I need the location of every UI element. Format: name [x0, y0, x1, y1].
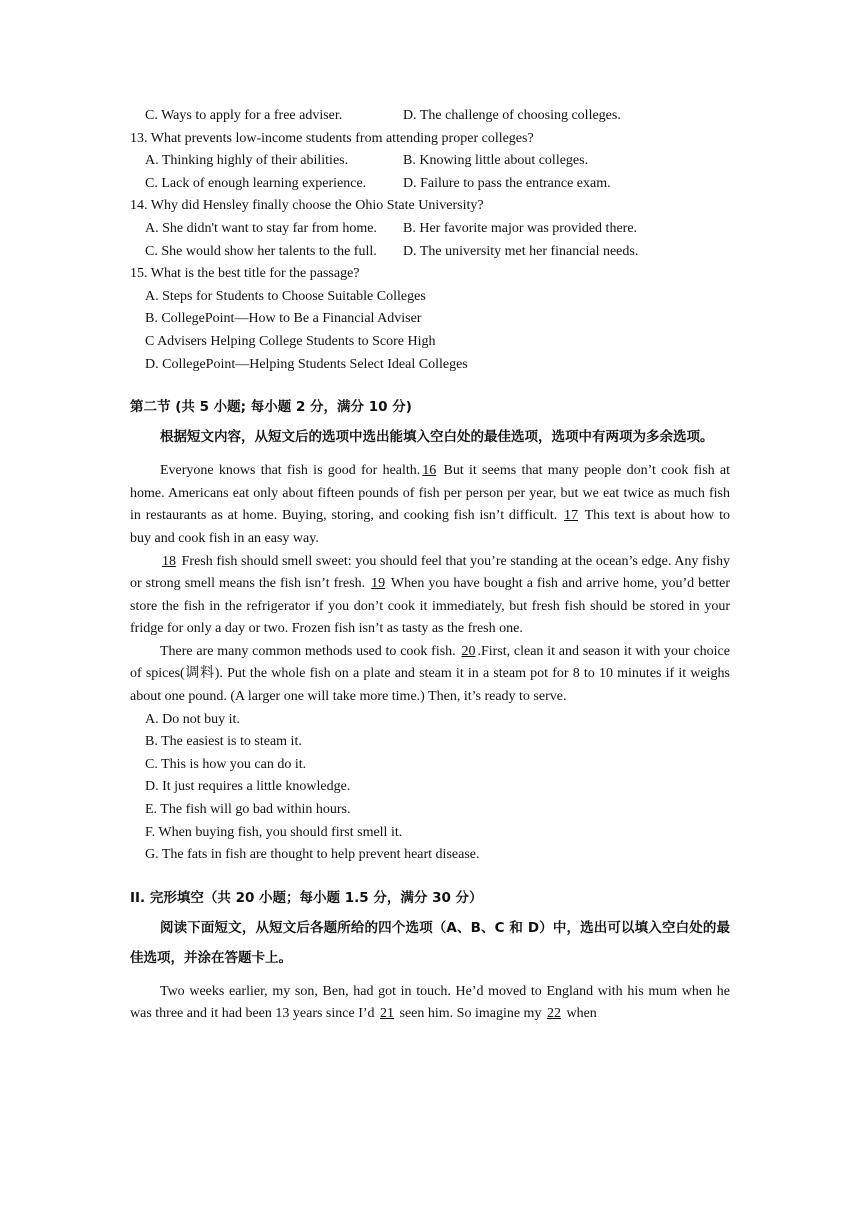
- q14-option-a: A. She didn't want to stay far from home.: [145, 220, 377, 236]
- page-content: [130, 105, 730, 1026]
- section2-option-c: C. This is how you can do it.: [145, 756, 307, 772]
- q14-options-ab: [130, 218, 730, 241]
- blank-20: 20: [461, 643, 476, 659]
- q13-option-c: C. Lack of enough learning experience.: [145, 175, 367, 191]
- text-run: .First, clean it and season it with your choice of spices(调料). Put the whole fish on a plate and steam it in a steam pot for 8 to 10 minutes if it weighs about one pound. (A larger one will take more time.) Then, it’s ready to serve.: [130, 643, 730, 705]
- q15-option-b: B. CollegePoint—How to Be a Financial Adviser: [145, 311, 422, 327]
- q12-option-d: D. The challenge of choosing colleges.: [403, 108, 621, 123]
- section2-option-f: F. When buying fish, you should first smell it.: [145, 824, 403, 840]
- section2-paragraph-1: [130, 460, 730, 550]
- q13-options-cd: [130, 173, 730, 196]
- part2-instruction: 阅读下面短文，从短文后各题所给的四个选项（A、B、C 和 D）中，选出可以填入空白处的最佳选项，并涂在答题卡上。: [130, 919, 730, 966]
- part2-heading: II. 完形填空（共 20 小题；每小题 1.5 分，满分 30 分）: [130, 889, 483, 906]
- text-run: seen him. So imagine my: [396, 1006, 545, 1022]
- q15-option-c: C Advisers Helping College Students to Score High: [145, 333, 436, 349]
- q14-options-cd: [130, 241, 730, 264]
- section2-options-list: [130, 709, 730, 867]
- text-run: When you have bought a fish and arrive home, you’d better store the fish in the refrigerator if you don’t cook it immediately, but fresh fish should be stored in your fridge for only a day or two. Frozen fish isn’t as tasty as the fresh one.: [130, 576, 730, 637]
- section2-paragraph-3: [130, 641, 730, 709]
- text-run: But it seems that many people don’t cook fish at home. Americans eat only about fifteen pounds of fish per person per year, but we eat twice as much fish in restaurants as at home. Buying, storing, and cooking fish isn’t difficult.: [130, 463, 730, 524]
- section2-option-b: B. The easiest is to steam it.: [145, 734, 302, 750]
- section2-option-d: D. It just requires a little knowledge.: [145, 779, 351, 795]
- q15-option-a: A. Steps for Students to Choose Suitable Colleges: [145, 288, 426, 304]
- section2-instruction: 根据短文内容，从短文后的选项中选出能填入空白处的最佳选项，选项中有两项为多余选项。: [160, 429, 714, 446]
- blank-19: 19: [371, 576, 386, 592]
- q14-option-b: B. Her favorite major was provided there.: [403, 220, 638, 236]
- text-run: Fresh fish should smell sweet: you should feel that you’re standing at the ocean’s edge. Any fishy or strong smell means the fish isn’t fresh.: [130, 553, 730, 592]
- q14-option-d: D. The university met her financial needs.: [403, 243, 639, 259]
- text-run: This text is about how to buy and cook fish in an easy way.: [130, 508, 730, 546]
- q13-option-a: A. Thinking highly of their abilities.: [145, 153, 349, 169]
- text-run: Two weeks earlier, my son, Ben, had got in touch. He’d moved to England with his mum when he was three and it had been 13 years since I’d: [130, 983, 730, 1022]
- q13-option-d: D. Failure to pass the entrance exam.: [403, 175, 611, 191]
- q14-stem: 14. Why did Hensley finally choose the Ohio State University?: [130, 198, 484, 214]
- blank-16: 16: [422, 463, 437, 479]
- section2-heading: 第二节 (共 5 小题; 每小题 2 分，满分 10 分): [130, 399, 412, 416]
- q14-option-c: C. She would show her talents to the full.: [145, 243, 377, 259]
- q12-options-cd: [130, 105, 730, 128]
- blank-18: 18: [162, 553, 176, 569]
- part2-paragraph-1: [130, 981, 730, 1026]
- q15-stem: 15. What is the best title for the passage?: [130, 266, 360, 282]
- section2-option-g: G. The fats in fish are thought to help prevent heart disease.: [145, 847, 480, 863]
- q15-option-d: D. CollegePoint—Helping Students Select Ideal Colleges: [145, 356, 468, 372]
- section2-option-e: E. The fish will go bad within hours.: [145, 802, 351, 818]
- blank-22: 22: [546, 1006, 561, 1022]
- section2-paragraph-2: [130, 551, 730, 641]
- q13-options-ab: [130, 150, 730, 173]
- q13-option-b: B. Knowing little about colleges.: [403, 153, 589, 169]
- section2-option-a: A. Do not buy it.: [145, 711, 240, 727]
- text-run: Everyone knows that fish is good for health.: [160, 463, 421, 479]
- q13-stem: 13. What prevents low-income students from attending proper colleges?: [130, 130, 534, 146]
- blank-21: 21: [380, 1006, 395, 1022]
- text-run: when: [562, 1006, 597, 1022]
- q12-option-c: C. Ways to apply for a free adviser.: [145, 108, 343, 123]
- text-run: There are many common methods used to cook fish.: [160, 643, 460, 659]
- blank-17: 17: [564, 508, 579, 524]
